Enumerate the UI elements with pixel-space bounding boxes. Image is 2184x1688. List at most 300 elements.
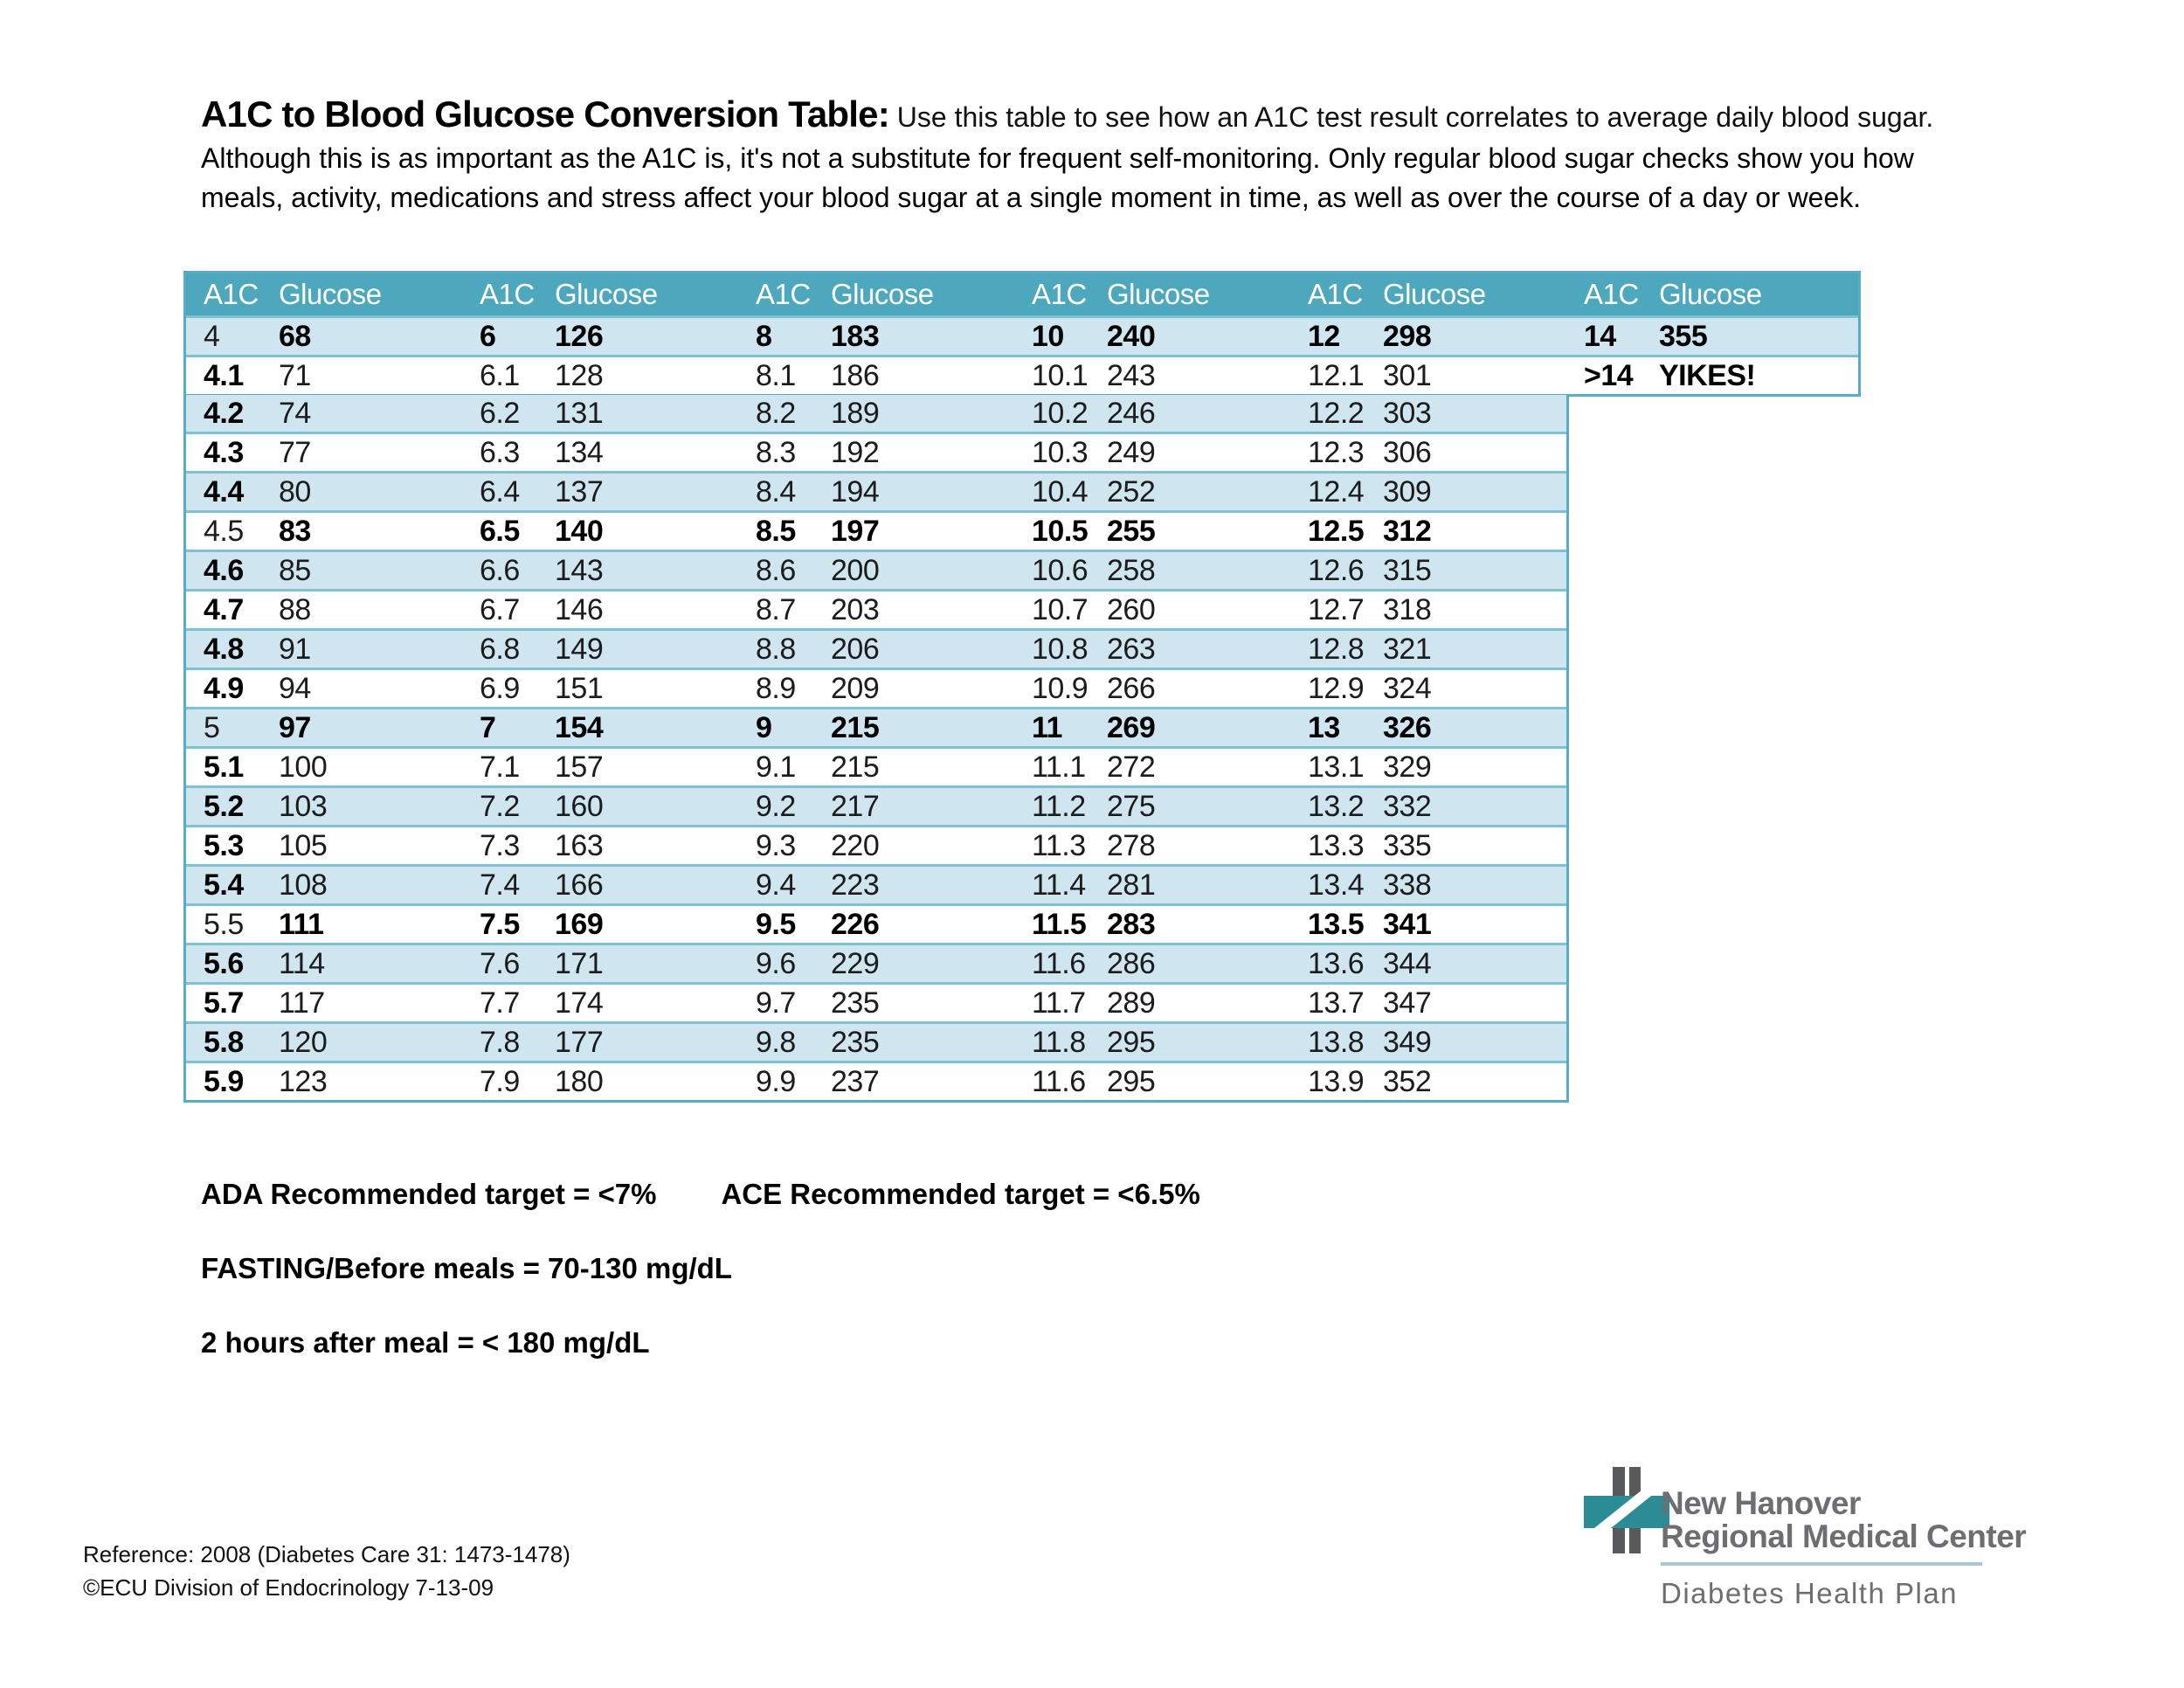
header-glucose-label: Glucose bbox=[1107, 278, 1210, 310]
glucose-cell: 203 bbox=[831, 592, 880, 626]
a1c-cell: 6.8 bbox=[480, 632, 520, 666]
glucose-cell: 103 bbox=[279, 789, 328, 823]
a1c-glucose-pair bbox=[1014, 827, 1290, 864]
a1c-cell: 12.6 bbox=[1308, 553, 1365, 587]
a1c-glucose-pair bbox=[738, 318, 1014, 355]
glucose-cell: 215 bbox=[831, 710, 880, 744]
a1c-cell: 8.6 bbox=[756, 553, 796, 587]
a1c-cell: 4.9 bbox=[204, 671, 244, 705]
glucose-cell: 123 bbox=[279, 1064, 328, 1098]
glucose-cell: 246 bbox=[1107, 396, 1156, 430]
a1c-glucose-pair bbox=[1290, 434, 1566, 471]
a1c-cell: 6.3 bbox=[480, 435, 520, 469]
a1c-cell: 12.5 bbox=[1308, 514, 1365, 548]
a1c-glucose-pair bbox=[1014, 474, 1290, 510]
a1c-cell: 6.9 bbox=[480, 671, 520, 705]
a1c-glucose-pair bbox=[738, 867, 1014, 903]
a1c-cell: 10.2 bbox=[1032, 396, 1089, 430]
a1c-glucose-pair bbox=[1290, 552, 1566, 589]
table-row bbox=[186, 315, 1858, 355]
glucose-cell: 131 bbox=[555, 396, 604, 430]
a1c-cell: 9.5 bbox=[756, 907, 796, 941]
a1c-glucose-pair bbox=[462, 867, 738, 903]
a1c-cell: 12 bbox=[1308, 319, 1340, 353]
a1c-glucose-pair bbox=[1014, 357, 1290, 394]
a1c-glucose-pair bbox=[462, 591, 738, 628]
a1c-glucose-pair bbox=[1014, 1024, 1290, 1061]
header-glucose-label: Glucose bbox=[831, 278, 934, 310]
table-row bbox=[186, 785, 1566, 825]
a1c-glucose-pair bbox=[186, 513, 462, 550]
a1c-cell: 9.9 bbox=[756, 1064, 796, 1098]
a1c-glucose-pair bbox=[738, 357, 1014, 394]
glucose-cell: 255 bbox=[1107, 514, 1156, 548]
a1c-glucose-pair bbox=[462, 434, 738, 471]
glucose-cell: 74 bbox=[279, 396, 311, 430]
a1c-glucose-pair bbox=[462, 709, 738, 746]
a1c-glucose-pair bbox=[186, 906, 462, 943]
a1c-glucose-pair bbox=[462, 631, 738, 668]
a1c-cell: 5.1 bbox=[204, 750, 244, 784]
logo-program-name: Diabetes Health Plan bbox=[1661, 1577, 1959, 1609]
glucose-cell: 344 bbox=[1383, 946, 1432, 980]
glucose-cell: 301 bbox=[1383, 358, 1432, 392]
a1c-cell: 11.8 bbox=[1032, 1025, 1086, 1059]
a1c-cell: 7.2 bbox=[480, 789, 520, 823]
a1c-glucose-pair bbox=[1014, 709, 1290, 746]
a1c-cell: 11.6 bbox=[1032, 1064, 1086, 1098]
a1c-cell: 10.6 bbox=[1032, 553, 1089, 587]
intro-line3: meals, activity, medications and stress affect your blood sugar at a single moment in time, as well as over the course of a day or week. bbox=[201, 182, 1862, 213]
a1c-cell: 12.1 bbox=[1308, 358, 1365, 392]
glucose-cell: 114 bbox=[279, 946, 325, 980]
table-row bbox=[186, 864, 1566, 903]
glucose-cell: 312 bbox=[1383, 514, 1432, 548]
a1c-cell: 8.8 bbox=[756, 632, 796, 666]
intro-tagline: Use this table to see how an A1C test result correlates to average daily blood sugar. bbox=[888, 101, 1934, 133]
glucose-cell: 180 bbox=[555, 1064, 604, 1098]
a1c-glucose-pair bbox=[462, 788, 738, 825]
glucose-cell: 105 bbox=[279, 828, 328, 862]
a1c-cell: 9.4 bbox=[756, 868, 796, 902]
a1c-glucose-pair bbox=[1290, 318, 1566, 355]
header-glucose-label: Glucose bbox=[279, 278, 382, 310]
glucose-cell: 163 bbox=[555, 828, 604, 862]
glucose-cell: 289 bbox=[1107, 986, 1156, 1020]
glucose-cell: 269 bbox=[1107, 710, 1156, 744]
a1c-cell: 7 bbox=[480, 710, 496, 744]
a1c-cell: 13.3 bbox=[1308, 828, 1365, 862]
a1c-cell: 4.2 bbox=[204, 396, 244, 430]
a1c-glucose-pair bbox=[462, 395, 738, 432]
a1c-cell: 10.4 bbox=[1032, 474, 1089, 508]
glucose-cell: 171 bbox=[555, 946, 604, 980]
hospital-cross-icon bbox=[1584, 1467, 1669, 1553]
table-row bbox=[186, 550, 1566, 589]
a1c-glucose-pair bbox=[738, 552, 1014, 589]
a1c-cell: 7.8 bbox=[480, 1025, 520, 1059]
a1c-cell: 4.5 bbox=[204, 514, 244, 548]
a1c-cell: 4.4 bbox=[204, 474, 244, 508]
table-row bbox=[186, 668, 1566, 707]
fasting-note: FASTING/Before meals = 70-130 mg/dL bbox=[201, 1252, 732, 1284]
a1c-glucose-pair bbox=[462, 985, 738, 1021]
a1c-glucose-pair bbox=[738, 273, 1014, 315]
a1c-cell: 13.4 bbox=[1308, 868, 1365, 902]
a1c-cell: 8.5 bbox=[756, 514, 796, 548]
a1c-glucose-pair bbox=[462, 827, 738, 864]
glucose-cell: 154 bbox=[555, 710, 604, 744]
a1c-glucose-pair bbox=[1014, 985, 1290, 1021]
a1c-cell: 7.6 bbox=[480, 946, 520, 980]
a1c-cell: 11.5 bbox=[1032, 907, 1087, 941]
a1c-glucose-pair bbox=[462, 1063, 738, 1100]
glucose-cell: 243 bbox=[1107, 358, 1156, 392]
glucose-cell: 77 bbox=[279, 435, 311, 469]
a1c-cell: 11.6 bbox=[1032, 946, 1086, 980]
glucose-cell: 97 bbox=[279, 710, 311, 744]
glucose-cell: 186 bbox=[831, 358, 880, 392]
glucose-cell: 91 bbox=[279, 632, 311, 666]
a1c-cell: 5 bbox=[204, 710, 220, 744]
a1c-glucose-pair bbox=[186, 552, 462, 589]
glucose-cell: 160 bbox=[555, 789, 604, 823]
page-title: A1C to Blood Glucose Conversion Table: bbox=[201, 93, 889, 135]
a1c-glucose-pair bbox=[1014, 273, 1290, 315]
a1c-cell: 8.7 bbox=[756, 592, 796, 626]
a1c-glucose-pair bbox=[1014, 906, 1290, 943]
a1c-glucose-pair bbox=[186, 1063, 462, 1100]
glucose-cell: 174 bbox=[555, 986, 604, 1020]
table-row bbox=[186, 395, 1566, 432]
a1c-cell: 12.9 bbox=[1308, 671, 1365, 705]
a1c-glucose-pair bbox=[462, 318, 738, 355]
glucose-cell: 226 bbox=[831, 907, 880, 941]
glucose-cell: 352 bbox=[1383, 1064, 1432, 1098]
glucose-cell: 151 bbox=[555, 671, 604, 705]
targets-line bbox=[201, 1178, 1200, 1211]
glucose-cell: 338 bbox=[1383, 868, 1432, 902]
table-row bbox=[186, 628, 1566, 668]
logo-divider bbox=[1661, 1562, 1982, 1566]
glucose-cell: 128 bbox=[555, 358, 604, 392]
table-row bbox=[186, 903, 1566, 943]
a1c-cell: 13 bbox=[1308, 710, 1340, 744]
a1c-glucose-pair bbox=[186, 945, 462, 982]
glucose-cell: 200 bbox=[831, 553, 880, 587]
a1c-cell: 11.2 bbox=[1032, 789, 1086, 823]
a1c-glucose-pair bbox=[1290, 906, 1566, 943]
a1c-cell: 10.8 bbox=[1032, 632, 1089, 666]
glucose-cell: 140 bbox=[555, 514, 604, 548]
a1c-cell: 14 bbox=[1584, 319, 1616, 353]
glucose-cell: 217 bbox=[831, 789, 880, 823]
table-row bbox=[186, 825, 1566, 864]
glucose-cell: 281 bbox=[1107, 868, 1156, 902]
a1c-glucose-pair bbox=[186, 788, 462, 825]
a1c-cell: 12.7 bbox=[1308, 592, 1365, 626]
a1c-cell: 13.8 bbox=[1308, 1025, 1365, 1059]
glucose-cell: 220 bbox=[831, 828, 880, 862]
glucose-cell: 235 bbox=[831, 1025, 880, 1059]
a1c-glucose-pair bbox=[738, 1063, 1014, 1100]
a1c-glucose-pair bbox=[738, 434, 1014, 471]
a1c-glucose-pair bbox=[1290, 867, 1566, 903]
nhrmc-logo bbox=[1661, 1487, 2026, 1610]
a1c-glucose-pair bbox=[186, 985, 462, 1021]
a1c-cell: 9 bbox=[756, 710, 772, 744]
a1c-cell: 13.9 bbox=[1308, 1064, 1365, 1098]
a1c-cell: 11.4 bbox=[1032, 868, 1086, 902]
a1c-cell: 10 bbox=[1032, 319, 1064, 353]
glucose-cell: 192 bbox=[831, 435, 880, 469]
a1c-glucose-pair bbox=[462, 670, 738, 707]
a1c-cell: 11.1 bbox=[1032, 750, 1086, 784]
a1c-cell: 9.2 bbox=[756, 789, 796, 823]
a1c-glucose-pair bbox=[186, 357, 462, 394]
glucose-cell: 309 bbox=[1383, 474, 1432, 508]
glucose-cell: 189 bbox=[831, 396, 880, 430]
a1c-glucose-pair bbox=[186, 749, 462, 785]
a1c-cell: 7.4 bbox=[480, 868, 520, 902]
glucose-cell: 120 bbox=[279, 1025, 328, 1059]
a1c-cell: 5.3 bbox=[204, 828, 244, 862]
a1c-cell: 7.1 bbox=[480, 750, 520, 784]
a1c-glucose-pair bbox=[1014, 318, 1290, 355]
glucose-cell: 137 bbox=[555, 474, 604, 508]
a1c-cell: 7.3 bbox=[480, 828, 520, 862]
glucose-cell: 260 bbox=[1107, 592, 1156, 626]
glucose-cell: 68 bbox=[279, 319, 311, 353]
glucose-cell: 263 bbox=[1107, 632, 1156, 666]
a1c-glucose-pair bbox=[462, 513, 738, 550]
a1c-cell: 6.2 bbox=[480, 396, 520, 430]
glucose-cell: 223 bbox=[831, 868, 880, 902]
glucose-cell: 108 bbox=[279, 868, 328, 902]
a1c-cell: 6.7 bbox=[480, 592, 520, 626]
a1c-glucose-pair bbox=[1014, 670, 1290, 707]
a1c-glucose-pair bbox=[738, 474, 1014, 510]
a1c-glucose-pair bbox=[1290, 1024, 1566, 1061]
a1c-glucose-pair bbox=[1290, 827, 1566, 864]
header-glucose-label: Glucose bbox=[1383, 278, 1486, 310]
a1c-cell: 7.5 bbox=[480, 907, 520, 941]
glucose-cell: YIKES! bbox=[1659, 358, 1756, 392]
table-row bbox=[186, 510, 1566, 550]
glucose-cell: 298 bbox=[1383, 319, 1432, 353]
a1c-glucose-pair bbox=[1290, 591, 1566, 628]
a1c-glucose-pair bbox=[462, 749, 738, 785]
a1c-glucose-pair bbox=[1290, 788, 1566, 825]
a1c-cell: 9.6 bbox=[756, 946, 796, 980]
glucose-cell: 295 bbox=[1107, 1025, 1156, 1059]
a1c-glucose-pair bbox=[1290, 395, 1566, 432]
table-row bbox=[186, 943, 1566, 982]
a1c-glucose-pair bbox=[462, 552, 738, 589]
glucose-cell: 272 bbox=[1107, 750, 1156, 784]
header-a1c-label: A1C bbox=[756, 278, 811, 310]
a1c-glucose-pair bbox=[462, 357, 738, 394]
glucose-cell: 85 bbox=[279, 553, 311, 587]
a1c-cell: 5.2 bbox=[204, 789, 244, 823]
a1c-cell: 9.8 bbox=[756, 1025, 796, 1059]
glucose-cell: 71 bbox=[279, 358, 311, 392]
glucose-cell: 169 bbox=[555, 907, 604, 941]
header-glucose-label: Glucose bbox=[555, 278, 658, 310]
a1c-glucose-pair bbox=[1290, 1063, 1566, 1100]
a1c-glucose-pair bbox=[1014, 749, 1290, 785]
a1c-cell: 5.8 bbox=[204, 1025, 244, 1059]
glucose-cell: 166 bbox=[555, 868, 604, 902]
a1c-glucose-pair bbox=[1014, 513, 1290, 550]
a1c-glucose-pair bbox=[1014, 434, 1290, 471]
a1c-glucose-pair bbox=[462, 906, 738, 943]
a1c-cell: 4.8 bbox=[204, 632, 244, 666]
a1c-cell: 4.6 bbox=[204, 553, 244, 587]
a1c-glucose-pair bbox=[738, 709, 1014, 746]
header-a1c-label: A1C bbox=[1032, 278, 1087, 310]
glucose-cell: 134 bbox=[555, 435, 604, 469]
glucose-cell: 111 bbox=[279, 907, 324, 941]
a1c-glucose-pair bbox=[462, 945, 738, 982]
a1c-glucose-pair bbox=[1566, 357, 1858, 394]
a1c-glucose-pair bbox=[186, 474, 462, 510]
a1c-cell: 5.5 bbox=[204, 907, 244, 941]
a1c-glucose-pair bbox=[738, 513, 1014, 550]
ada-target-note: ADA Recommended target = <7% bbox=[201, 1178, 657, 1210]
glucose-cell: 252 bbox=[1107, 474, 1156, 508]
glucose-cell: 347 bbox=[1383, 986, 1432, 1020]
glucose-cell: 249 bbox=[1107, 435, 1156, 469]
glucose-cell: 229 bbox=[831, 946, 880, 980]
a1c-glucose-pair bbox=[186, 670, 462, 707]
glucose-cell: 324 bbox=[1383, 671, 1432, 705]
table-row bbox=[186, 355, 1858, 394]
a1c-glucose-pair bbox=[1290, 985, 1566, 1021]
glucose-cell: 209 bbox=[831, 671, 880, 705]
logo-name-line2: Regional Medical Center bbox=[1661, 1519, 2027, 1554]
glucose-cell: 306 bbox=[1383, 435, 1432, 469]
a1c-glucose-pair bbox=[186, 827, 462, 864]
glucose-cell: 258 bbox=[1107, 553, 1156, 587]
a1c-cell: 9.7 bbox=[756, 986, 796, 1020]
a1c-glucose-pair bbox=[1014, 552, 1290, 589]
target-notes bbox=[201, 1178, 1200, 1401]
glucose-cell: 355 bbox=[1659, 319, 1708, 353]
glucose-cell: 266 bbox=[1107, 671, 1156, 705]
table-row bbox=[186, 432, 1566, 471]
glucose-cell: 88 bbox=[279, 592, 311, 626]
table-row bbox=[186, 746, 1566, 785]
a1c-cell: 12.8 bbox=[1308, 632, 1365, 666]
a1c-cell: 7.7 bbox=[480, 986, 520, 1020]
conversion-table-main bbox=[183, 395, 1569, 1103]
a1c-glucose-pair bbox=[738, 1024, 1014, 1061]
a1c-cell: 13.5 bbox=[1308, 907, 1365, 941]
intro-line1 bbox=[201, 93, 1933, 139]
a1c-glucose-pair bbox=[1290, 273, 1566, 315]
a1c-glucose-pair bbox=[1290, 709, 1566, 746]
a1c-cell: 5.6 bbox=[204, 946, 244, 980]
glucose-cell: 117 bbox=[279, 986, 325, 1020]
glucose-cell: 143 bbox=[555, 553, 604, 587]
table-row bbox=[186, 1021, 1566, 1061]
glucose-cell: 275 bbox=[1107, 789, 1156, 823]
header-a1c-label: A1C bbox=[204, 278, 259, 310]
a1c-cell: 9.3 bbox=[756, 828, 796, 862]
a1c-cell: 5.9 bbox=[204, 1064, 244, 1098]
reference-line: Reference: 2008 (Diabetes Care 31: 1473-1478) bbox=[83, 1541, 570, 1567]
a1c-cell: 6.1 bbox=[480, 358, 520, 392]
a1c-glucose-pair bbox=[462, 1024, 738, 1061]
glucose-cell: 240 bbox=[1107, 319, 1156, 353]
a1c-glucose-pair bbox=[1014, 945, 1290, 982]
a1c-cell: 8.9 bbox=[756, 671, 796, 705]
glucose-cell: 100 bbox=[279, 750, 328, 784]
a1c-cell: 13.6 bbox=[1308, 946, 1365, 980]
a1c-cell: 12.4 bbox=[1308, 474, 1365, 508]
a1c-glucose-pair bbox=[186, 273, 462, 315]
a1c-glucose-pair bbox=[738, 985, 1014, 1021]
ace-target-note: ACE Recommended target = <6.5% bbox=[721, 1178, 1200, 1210]
a1c-cell: 4 bbox=[204, 319, 220, 353]
glucose-cell: 283 bbox=[1107, 907, 1156, 941]
a1c-cell: >14 bbox=[1584, 358, 1634, 392]
glucose-cell: 341 bbox=[1383, 907, 1432, 941]
a1c-cell: 11.7 bbox=[1032, 986, 1086, 1020]
a1c-glucose-pair bbox=[738, 670, 1014, 707]
a1c-glucose-pair bbox=[738, 906, 1014, 943]
a1c-cell: 12.2 bbox=[1308, 396, 1365, 430]
a1c-cell: 13.1 bbox=[1308, 750, 1365, 784]
a1c-glucose-pair bbox=[186, 591, 462, 628]
glucose-cell: 194 bbox=[831, 474, 880, 508]
a1c-glucose-pair bbox=[1290, 474, 1566, 510]
a1c-glucose-pair bbox=[1290, 670, 1566, 707]
glucose-cell: 321 bbox=[1383, 632, 1432, 666]
intro-line2: Although this is as important as the A1C is, it's not a substitute for frequent self-monitoring. Only regular blood sugar checks show you how bbox=[201, 142, 1914, 174]
glucose-cell: 332 bbox=[1383, 789, 1432, 823]
a1c-cell: 6 bbox=[480, 319, 496, 353]
a1c-glucose-pair bbox=[186, 631, 462, 668]
a1c-cell: 8.3 bbox=[756, 435, 796, 469]
a1c-glucose-pair bbox=[738, 395, 1014, 432]
a1c-cell: 10.3 bbox=[1032, 435, 1089, 469]
a1c-glucose-pair bbox=[738, 631, 1014, 668]
a1c-glucose-pair bbox=[1014, 591, 1290, 628]
a1c-glucose-pair bbox=[186, 395, 462, 432]
a1c-cell: 7.9 bbox=[480, 1064, 520, 1098]
glucose-cell: 215 bbox=[831, 750, 880, 784]
a1c-cell: 10.7 bbox=[1032, 592, 1089, 626]
a1c-cell: 8.2 bbox=[756, 396, 796, 430]
table-row bbox=[186, 471, 1566, 510]
glucose-cell: 329 bbox=[1383, 750, 1432, 784]
header-a1c-label: A1C bbox=[1584, 278, 1639, 310]
a1c-glucose-pair bbox=[186, 867, 462, 903]
a1c-glucose-pair bbox=[1290, 357, 1566, 394]
glucose-cell: 286 bbox=[1107, 946, 1156, 980]
glucose-cell: 326 bbox=[1383, 710, 1432, 744]
header-a1c-label: A1C bbox=[1308, 278, 1363, 310]
glucose-cell: 149 bbox=[555, 632, 604, 666]
a1c-cell: 8 bbox=[756, 319, 772, 353]
glucose-cell: 83 bbox=[279, 514, 311, 548]
header-glucose-label: Glucose bbox=[1659, 278, 1762, 310]
a1c-cell: 10.1 bbox=[1032, 358, 1089, 392]
a1c-cell: 4.3 bbox=[204, 435, 244, 469]
logo-name-line1: New Hanover bbox=[1661, 1485, 1861, 1521]
